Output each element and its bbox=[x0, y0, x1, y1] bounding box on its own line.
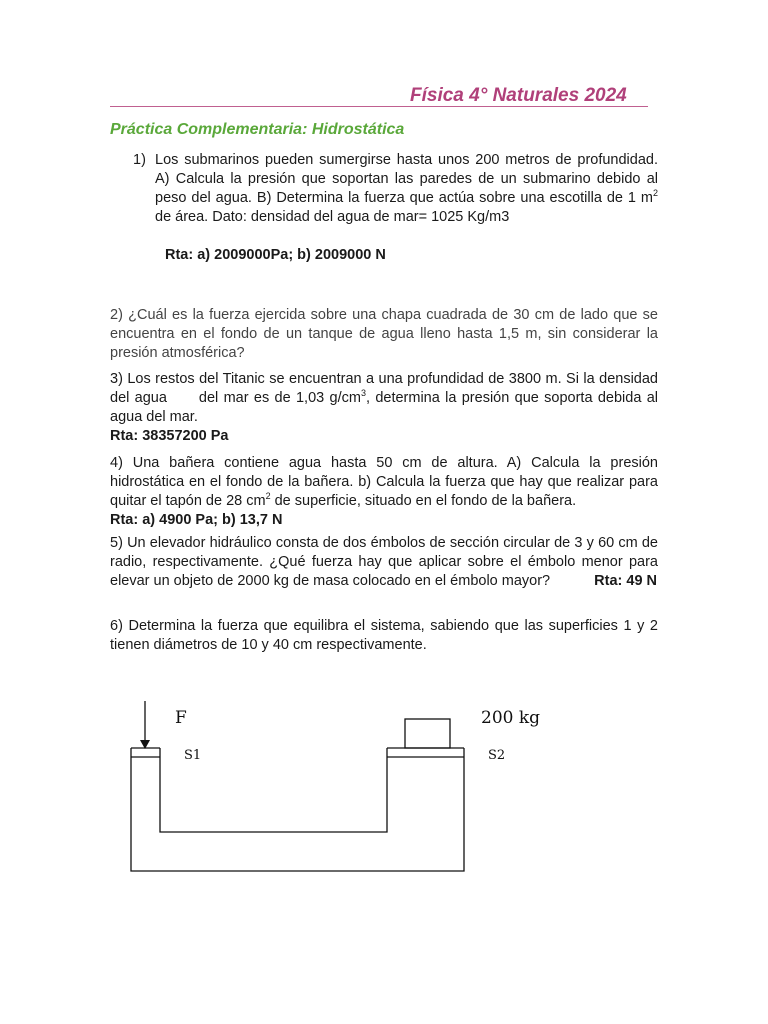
question-3-sup: 3 bbox=[360, 388, 366, 399]
question-4-answer: Rta: a) 4900 Pa; b) 13,7 N bbox=[110, 512, 283, 528]
question-4-text: 4) Una bañera contiene agua hasta 50 cm de altura. A) Calcula la presión hidrostática en el fondo de la bañera. b) Calcula la fuerza que hay que realizar para quitar el tapón de 28 cm bbox=[110, 455, 658, 509]
question-4-text-cont: de superficie, situado en el fondo de la bañera. bbox=[270, 493, 577, 509]
question-2: 2) ¿Cuál es la fuerza ejercida sobre una chapa cuadrada de 30 cm de lado que se encuentra en el fondo de un tanque de agua lleno hasta 1,5 m, sin considerar la presión atmosférica? bbox=[110, 307, 658, 361]
document-title: Física 4° Naturales 2024 bbox=[410, 85, 627, 106]
document-subtitle: Práctica Complementaria: Hidrostática bbox=[110, 121, 405, 138]
question-5-text: 5) Un elevador hidráulico consta de dos émbolos de sección circular de 3 y 60 cm de radio, respectivamente. ¿Qué fuerza hay que aplicar sobre el émbolo menor para elevar un objeto de 2000 kg de masa colocado en el émbolo mayor? bbox=[110, 535, 658, 589]
s2-label: S2 bbox=[488, 748, 506, 763]
weight-block bbox=[405, 719, 450, 748]
question-1-answer: Rta: a) 2009000Pa; b) 2009000 N bbox=[165, 247, 386, 263]
s1-label: S1 bbox=[184, 748, 202, 763]
question-1-text-cont: de área. Dato: densidad del agua de mar= 1025 Kg/m3 bbox=[155, 209, 510, 225]
question-4-sup: 2 bbox=[265, 491, 271, 502]
question-3-text-cont: , determina la presión que soporta debida al agua del mar. bbox=[110, 390, 658, 425]
question-3-text: 3) Los restos del Titanic se encuentran a una profundidad de 3800 m. Si la densidad del agua del mar es de 1,03 g/cm bbox=[110, 371, 663, 406]
question-6: 6) Determina la fuerza que equilibra el sistema, sabiendo que las superficies 1 y 2 tienen diámetros de 10 y 40 cm respectivamente. bbox=[110, 618, 658, 653]
question-1-sup: 2 bbox=[652, 188, 658, 199]
question-3-answer: Rta: 38357200 Pa bbox=[110, 428, 229, 444]
press-outer-wall bbox=[131, 748, 464, 871]
question-1-number: 1) bbox=[133, 152, 146, 168]
question-1-text: Los submarinos pueden sumergirse hasta unos 200 metros de profundidad. A) Calcula la presión que soportan las paredes de un submarino debido al peso del agua. B) Determina la fuerza que actúa sobre una escotilla de 1 m bbox=[155, 152, 658, 206]
mass-label: 200 kg bbox=[481, 708, 541, 728]
question-5-answer: Rta: 49 N bbox=[594, 573, 658, 589]
force-label: F bbox=[175, 708, 187, 728]
